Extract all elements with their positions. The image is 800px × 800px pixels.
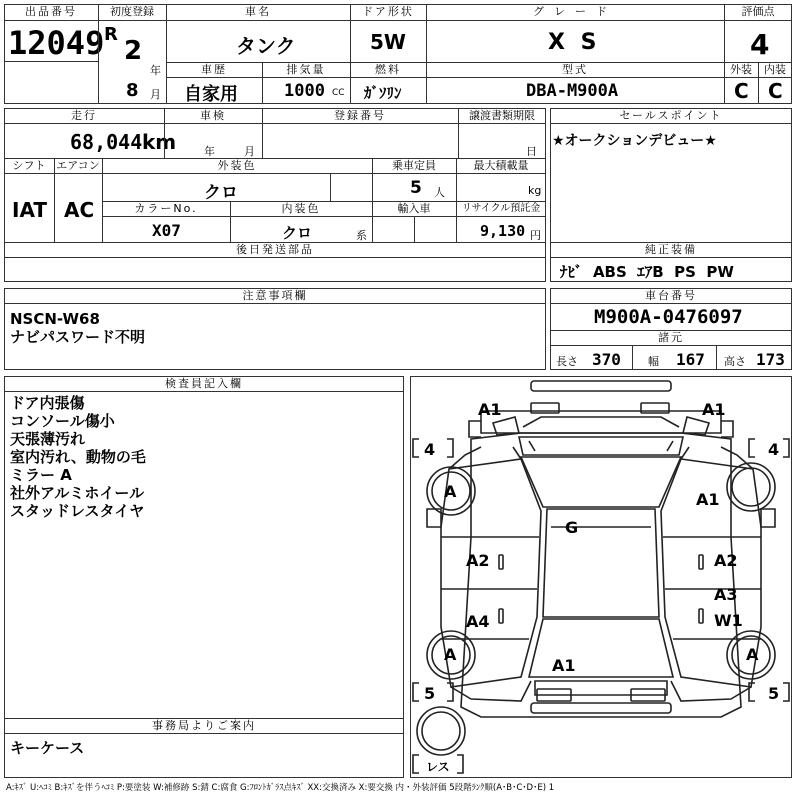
inspector-line-6: 社外アルミホイール bbox=[10, 484, 145, 502]
tread-rl: 5 bbox=[424, 684, 436, 703]
tread-fr: 4 bbox=[768, 440, 780, 459]
office-text: キーケース bbox=[10, 739, 85, 757]
model-label: 型式 bbox=[562, 63, 588, 76]
transfer-label: 譲渡書類期限 bbox=[469, 109, 535, 122]
color-no-label: カラーNo. bbox=[134, 202, 198, 215]
recycle-fee: 9,130 bbox=[480, 222, 526, 240]
int-color: クロ bbox=[282, 224, 313, 242]
inspector-line-5: ミラー A bbox=[10, 466, 72, 484]
inspector-line-2: コンソール傷小 bbox=[10, 412, 115, 430]
int-color-label: 内装色 bbox=[281, 202, 321, 215]
mark-tire-rl: A bbox=[444, 645, 457, 664]
exterior-grade: C bbox=[734, 79, 749, 103]
history: 自家用 bbox=[184, 84, 238, 105]
score: 4 bbox=[750, 28, 770, 61]
mileage-unit: km bbox=[142, 130, 177, 154]
reg-month: 8 bbox=[126, 80, 139, 101]
ext-color-label: 外装色 bbox=[217, 159, 257, 172]
displacement-unit: CC bbox=[332, 88, 345, 98]
mark-front-right: A1 bbox=[702, 400, 726, 419]
capacity-unit: 人 bbox=[434, 186, 445, 199]
interior-label: 内装 bbox=[764, 63, 786, 76]
mark-roof: G bbox=[565, 518, 579, 537]
score-label: 評価点 bbox=[741, 5, 775, 18]
transfer-day-unit: 日 bbox=[526, 145, 537, 158]
later-parts-label: 後日発送部品 bbox=[236, 243, 314, 256]
width: 167 bbox=[676, 350, 705, 369]
lot-no-label: 出品番号 bbox=[25, 5, 77, 18]
mark-door-fr: A2 bbox=[714, 551, 738, 570]
selling-point: ★オークションデビュー★ bbox=[552, 133, 717, 149]
mark-fender-fr: A1 bbox=[696, 490, 720, 509]
length-label: 長さ bbox=[556, 355, 578, 368]
int-color-unit: 系 bbox=[356, 229, 367, 242]
inspector-line-1: ドア内張傷 bbox=[10, 394, 85, 412]
office-label: 事務局よりご案内 bbox=[152, 719, 256, 732]
mileage-label: 走行 bbox=[71, 109, 97, 122]
lot-no: 12049 bbox=[8, 24, 105, 62]
tread-rr: 5 bbox=[768, 684, 780, 703]
tread-fl: 4 bbox=[424, 440, 436, 459]
equipment-label: 純正装備 bbox=[645, 243, 697, 256]
specs-label: 諸元 bbox=[658, 331, 684, 344]
mark-door-rr-w1: W1 bbox=[714, 611, 743, 630]
interior-grade: C bbox=[768, 79, 783, 103]
shift: IAT bbox=[12, 198, 48, 222]
model: DBA-M900A bbox=[526, 81, 619, 101]
spare-label: レス bbox=[426, 760, 450, 774]
recycle-label: リサイクル預託金 bbox=[461, 203, 541, 214]
height-label: 高さ bbox=[724, 355, 746, 368]
mileage: 68,044 bbox=[70, 130, 143, 154]
month-unit: 月 bbox=[150, 88, 161, 101]
mark-rear: A1 bbox=[552, 656, 576, 675]
caution-line-1: NSCN-W68 bbox=[10, 310, 100, 328]
mark-tire-fl: A bbox=[444, 482, 457, 501]
chassis-number: M900A-0476097 bbox=[594, 306, 743, 328]
capacity-label: 乗車定員 bbox=[392, 159, 436, 172]
mark-door-rl: A4 bbox=[466, 612, 490, 631]
grade-label: グレード bbox=[533, 5, 617, 18]
inspector-line-4: 室内汚れ、動物の毛 bbox=[10, 448, 146, 466]
insp-year-unit: 年 bbox=[204, 145, 215, 158]
exterior-label: 外装 bbox=[730, 63, 752, 76]
inspection-label: 車検 bbox=[200, 109, 226, 122]
shift-label: シフト bbox=[12, 159, 46, 172]
displacement: 1000 bbox=[284, 81, 325, 101]
inspector-line-3: 天張薄汚れ bbox=[10, 430, 86, 448]
grade: X S bbox=[548, 30, 601, 55]
equipment: ﾅﾋﾞ ABS ｴｱB PS PW bbox=[560, 263, 734, 281]
length: 370 bbox=[592, 350, 621, 369]
selling-label: セールスポイント bbox=[619, 109, 723, 122]
car-name: タンク bbox=[236, 34, 296, 58]
recycle-unit: 円 bbox=[530, 229, 541, 242]
mark-door-rr-a3: A3 bbox=[714, 585, 738, 604]
car-diagram bbox=[411, 377, 791, 777]
reg-era: R bbox=[104, 24, 118, 45]
color-no: X07 bbox=[152, 221, 181, 240]
fuel-label: 燃料 bbox=[375, 63, 401, 76]
mark-door-fl: A2 bbox=[466, 551, 490, 570]
load-unit: kg bbox=[528, 184, 542, 197]
import-label: 輸入車 bbox=[397, 202, 431, 215]
door-type: 5W bbox=[370, 30, 406, 54]
chassis-label: 車台番号 bbox=[645, 289, 697, 302]
ac: AC bbox=[64, 198, 95, 222]
width-label: 幅 bbox=[648, 355, 659, 368]
legend: A:ｷｽﾞ U:ﾍｺﾐ B:ｷｽﾞを伴うﾍｺﾐ P:要塗装 W:補修跡 S:錆 C:腐食 G:ﾌﾛﾝﾄｶﾞﾗｽ点ｷｽﾞ XX:交換済み X:要交換 内・外装評価 5段階ﾗﾝｸ順(A･B･C･D･E) 1 bbox=[6, 783, 555, 793]
first-reg-label: 初度登録 bbox=[110, 5, 154, 18]
load-label: 最大積載量 bbox=[473, 159, 529, 172]
fuel: ｶﾞｿﾘﾝ bbox=[364, 84, 402, 102]
history-label: 車歴 bbox=[201, 63, 227, 76]
mark-front-left: A1 bbox=[478, 400, 502, 419]
inspector-line-7: スタッドレスタイヤ bbox=[10, 502, 145, 520]
reg-year: 2 bbox=[124, 36, 143, 66]
height: 173 bbox=[756, 350, 785, 369]
ac-label: エアコン bbox=[56, 159, 100, 172]
mark-tire-rr: A bbox=[746, 645, 759, 664]
ext-color: クロ bbox=[204, 183, 238, 203]
door-label: ドア形状 bbox=[362, 5, 414, 18]
insp-month-unit: 月 bbox=[244, 145, 255, 158]
caution-line-2: ナビパスワード不明 bbox=[10, 328, 146, 346]
car-name-label: 車名 bbox=[245, 5, 271, 18]
capacity: 5 bbox=[410, 178, 422, 198]
displacement-label: 排気量 bbox=[286, 63, 326, 76]
inspector-label: 検査員記入欄 bbox=[165, 377, 243, 390]
caution-label: 注意事項欄 bbox=[242, 289, 308, 302]
reg-no-label: 登録番号 bbox=[334, 109, 386, 122]
year-unit: 年 bbox=[150, 64, 161, 77]
